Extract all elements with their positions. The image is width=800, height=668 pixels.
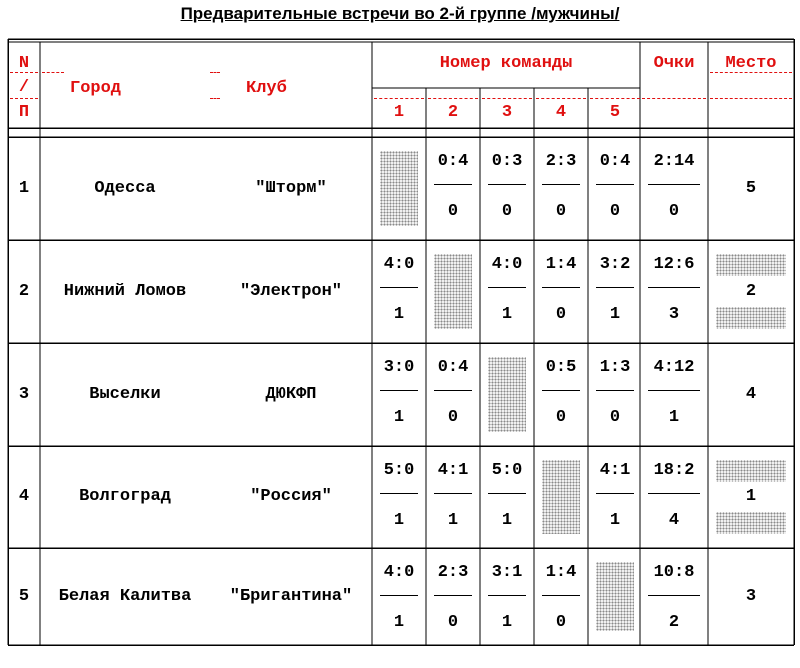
row-place: 3 [745,586,757,606]
match-score: 0:4 [437,358,469,377]
match-points: 0 [501,202,513,221]
match-points: 0 [555,305,567,324]
header-team-col-3: 3 [501,103,513,122]
total-score: 10:8 [653,563,695,582]
row-num: 2 [18,281,30,301]
hatched-place-bottom [716,307,786,329]
dash-separator [210,72,220,73]
dash-separator [536,98,586,99]
match-score: 0:3 [491,152,523,171]
match-points: 1 [393,408,405,427]
fraction-line [596,390,634,391]
total-points: 0 [668,202,680,221]
row-club: "Бригантина" [229,586,353,606]
match-score: 5:0 [383,461,415,480]
fraction-line [488,184,526,185]
dash-separator [210,98,220,99]
fraction-line [488,493,526,494]
match-points: 0 [555,613,567,632]
hatched-place-top [716,460,786,482]
match-score: 3:1 [491,563,523,582]
match-points: 0 [555,408,567,427]
row-club: "Шторм" [255,178,327,198]
header-club: Клуб [246,79,287,98]
match-score: 4:0 [383,255,415,274]
fraction-line [596,493,634,494]
dash-separator [590,98,640,99]
total-score: 2:14 [653,152,695,171]
fraction-line [488,595,526,596]
row-num: 5 [18,586,30,606]
match-score: 4:1 [437,461,469,480]
match-points: 0 [555,202,567,221]
row-place: 1 [745,487,757,506]
match-score: 3:2 [599,255,631,274]
match-points: 1 [393,613,405,632]
total-points: 4 [668,511,680,530]
dash-separator [374,98,424,99]
row-city: Выселки [89,384,161,404]
match-score: 2:3 [437,563,469,582]
row-city: Белая Калитва [58,586,192,606]
dash-separator [10,98,38,99]
dash-separator [482,98,532,99]
match-score: 4:0 [383,563,415,582]
fraction-line [434,390,472,391]
fraction-line [542,595,580,596]
dash-separator [428,98,478,99]
match-points: 1 [447,511,459,530]
header-team-col-5: 5 [609,103,621,122]
hatched-place-top [716,254,786,276]
fraction-line [434,184,472,185]
total-points: 1 [668,408,680,427]
hatched-place-bottom [716,512,786,534]
fraction-line [648,287,700,288]
match-points: 1 [609,511,621,530]
row-city: Нижний Ломов [63,281,187,301]
fraction-line [380,493,418,494]
fraction-line [380,595,418,596]
match-points: 1 [501,613,513,632]
match-score: 1:3 [599,358,631,377]
hatched-cell [434,254,472,329]
row-city: Одесса [94,178,156,198]
total-points: 3 [668,305,680,324]
match-points: 1 [501,305,513,324]
header-city: Город [70,79,122,98]
match-score: 1:4 [545,255,577,274]
fraction-line [380,390,418,391]
row-num: 1 [18,178,30,198]
match-score: 3:0 [383,358,415,377]
row-club: "Электрон" [239,281,343,301]
hatched-cell [380,151,418,226]
match-score: 1:4 [545,563,577,582]
total-score: 18:2 [653,461,695,480]
fraction-line [542,287,580,288]
dash-separator [642,98,706,99]
match-score: 5:0 [491,461,523,480]
match-points: 1 [609,305,621,324]
fraction-line [648,184,700,185]
match-points: 0 [447,408,459,427]
dash-separator [42,72,64,73]
fraction-line [648,595,700,596]
match-points: 1 [393,305,405,324]
header-points: Очки [653,54,695,73]
match-score: 0:5 [545,358,577,377]
row-place: 4 [745,384,757,404]
match-score: 4:0 [491,255,523,274]
page-title: Предварительные встречи во 2-й группе /мужчины/ [180,4,620,23]
dash-separator [710,98,792,99]
match-score: 2:3 [545,152,577,171]
match-score: 4:1 [599,461,631,480]
header-team-number: Номер команды [439,54,573,73]
fraction-line [648,390,700,391]
match-points: 0 [447,202,459,221]
header-num-3: П [18,103,30,122]
hatched-cell [542,460,580,534]
header-team-col-4: 4 [555,103,567,122]
match-points: 1 [501,511,513,530]
header-place: Место [725,54,777,73]
fraction-line [596,287,634,288]
match-points: 0 [447,613,459,632]
total-points: 2 [668,613,680,632]
match-points: 0 [609,202,621,221]
fraction-line [542,390,580,391]
fraction-line [434,595,472,596]
fraction-line [542,184,580,185]
header-team-col-2: 2 [447,103,459,122]
total-score: 4:12 [653,358,695,377]
header-num-2: / [18,78,30,97]
total-score: 12:6 [653,255,695,274]
row-place: 5 [745,178,757,198]
row-num: 3 [18,384,30,404]
match-points: 0 [609,408,621,427]
header-num-1: N [18,54,30,73]
row-place: 2 [745,281,757,301]
hatched-cell [596,562,634,631]
fraction-line [434,493,472,494]
header-team-col-1: 1 [393,103,405,122]
fraction-line [488,287,526,288]
row-city: Волгоград [79,487,171,506]
row-club: "Россия" [250,487,332,506]
match-score: 0:4 [437,152,469,171]
match-points: 1 [393,511,405,530]
fraction-line [648,493,700,494]
match-score: 0:4 [599,152,631,171]
row-num: 4 [18,487,30,506]
fraction-line [596,184,634,185]
row-club: ДЮКФП [265,384,317,404]
hatched-cell [488,357,526,432]
fraction-line [380,287,418,288]
